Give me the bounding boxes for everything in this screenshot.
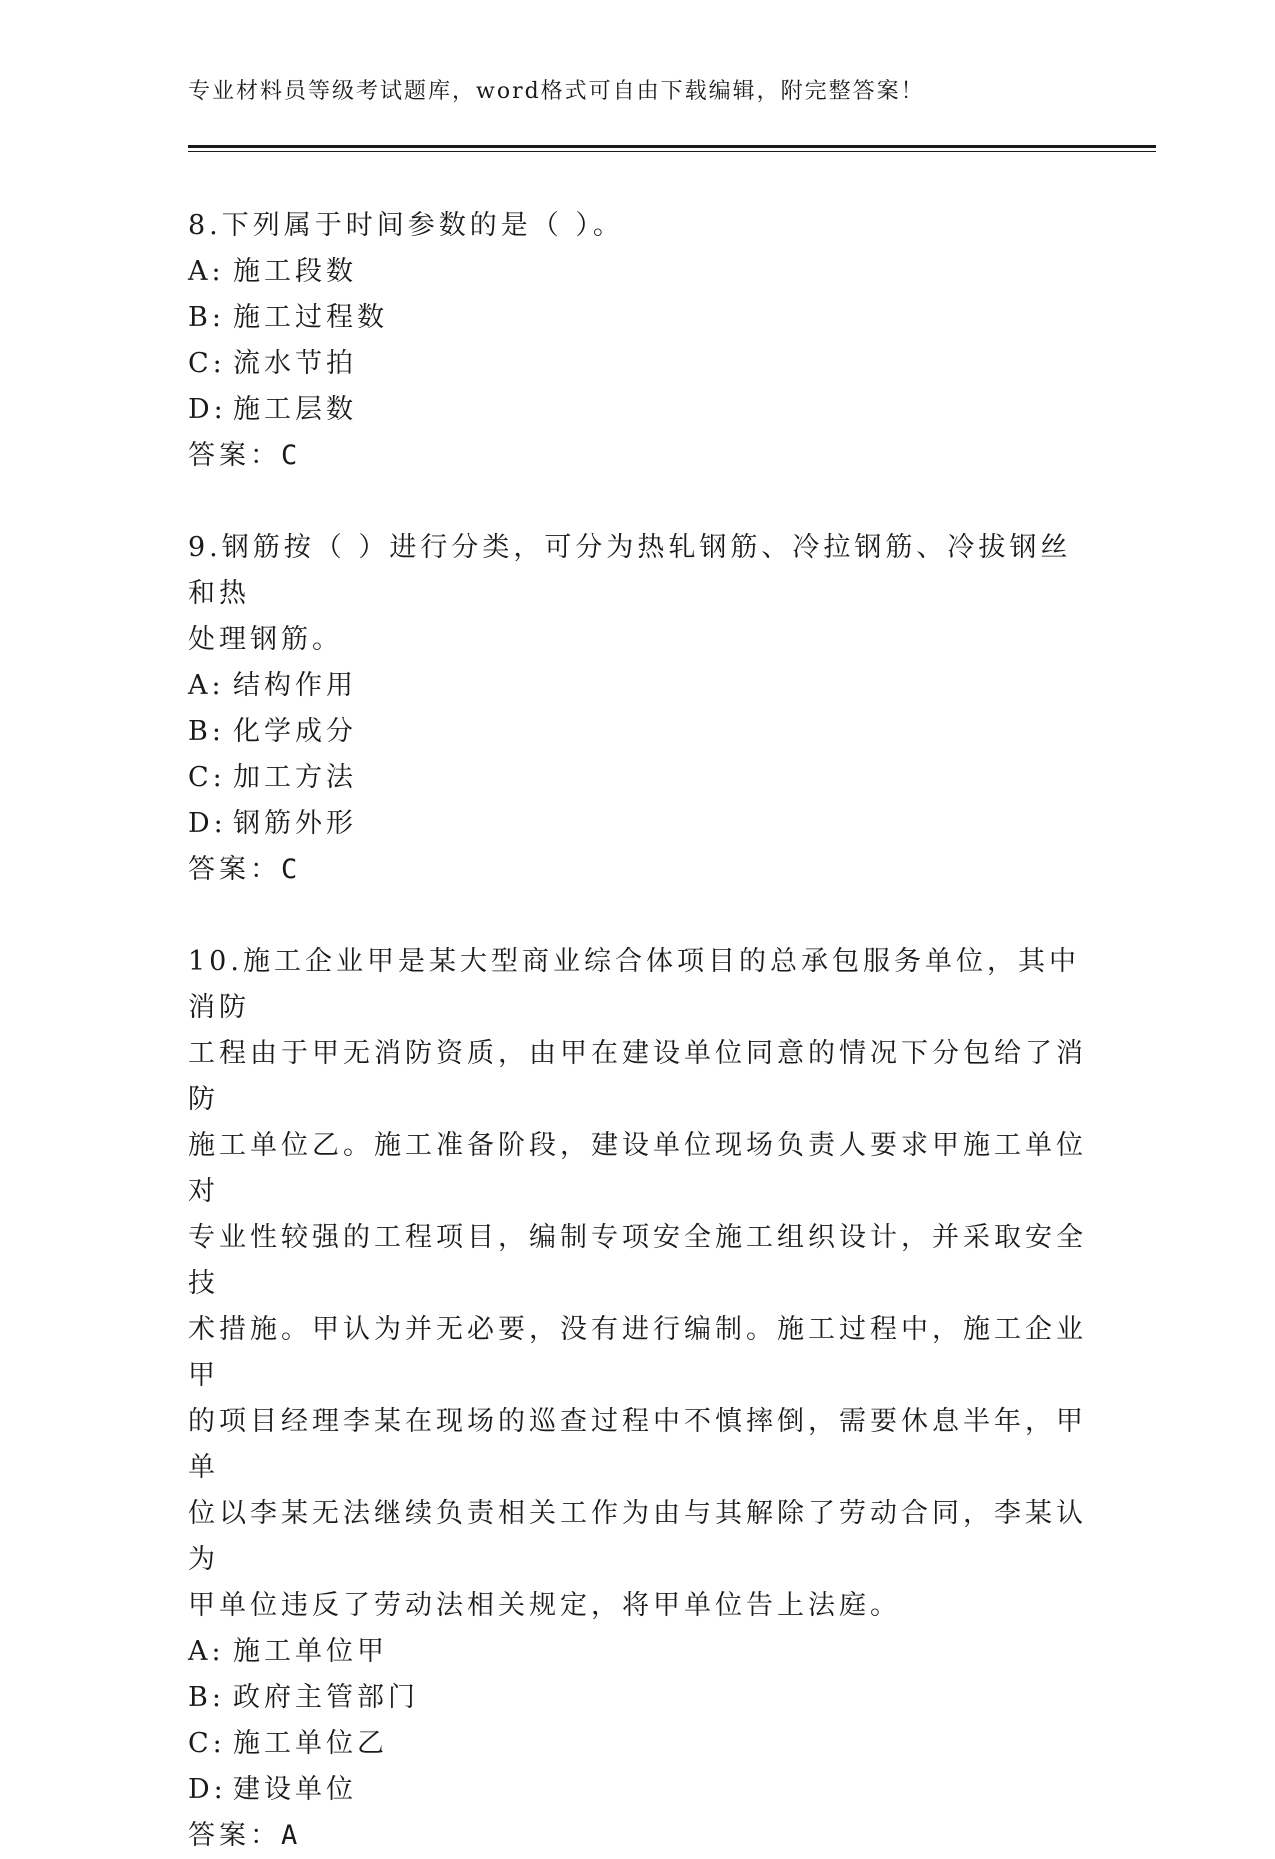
header-rule-thick xyxy=(188,145,1156,148)
option-text: 结构作用 xyxy=(233,670,357,701)
option-letter: B: xyxy=(188,302,225,333)
question-stem-line-2: 工程由于甲无消防资质，由甲在建设单位同意的情况下分包给了消防 xyxy=(188,1038,1087,1115)
answer-value: A xyxy=(281,1820,298,1851)
question-8 xyxy=(188,203,1088,479)
option-letter: A: xyxy=(188,256,225,287)
answer-label: 答案： xyxy=(188,440,281,471)
option-text: 施工单位甲 xyxy=(233,1636,388,1667)
question-10 xyxy=(188,939,1088,1859)
option-text: 加工方法 xyxy=(233,762,357,793)
question-text-continued xyxy=(188,1399,1088,1491)
question-text-continued xyxy=(188,1031,1088,1123)
option-c xyxy=(188,755,1088,801)
answer xyxy=(188,1813,1088,1859)
question-stem-line-5: 术措施。甲认为并无必要，没有进行编制。施工过程中，施工企业甲 xyxy=(188,1314,1087,1391)
answer-value: C xyxy=(281,854,298,885)
option-a xyxy=(188,249,1088,295)
question-stem-line-3: 施工单位乙。施工准备阶段，建设单位现场负责人要求甲施工单位对 xyxy=(188,1130,1087,1207)
option-letter: C: xyxy=(188,1728,226,1759)
question-text xyxy=(188,203,1088,249)
question-text xyxy=(188,939,1088,1031)
option-a xyxy=(188,663,1088,709)
option-text: 化学成分 xyxy=(233,716,357,747)
question-stem: 下列属于时间参数的是（ ）。 xyxy=(221,210,624,241)
option-text: 施工层数 xyxy=(233,394,357,425)
question-list xyxy=(188,203,1088,1859)
answer xyxy=(188,847,1088,893)
option-a xyxy=(188,1629,1088,1675)
question-stem-line-7: 位以李某无法继续负责相关工作为由与其解除了劳动合同，李某认为 xyxy=(188,1498,1087,1575)
answer-label: 答案： xyxy=(188,1820,281,1851)
option-d xyxy=(188,801,1088,847)
option-text: 施工段数 xyxy=(233,256,357,287)
question-text-continued xyxy=(188,1583,1088,1629)
header-text: 专业材料员等级考试题库，word格式可自由下载编辑，附完整答案！ xyxy=(188,79,925,104)
question-number: 10. xyxy=(188,946,243,977)
question-stem-line-1: 钢筋按（ ）进行分类，可分为热轧钢筋、冷拉钢筋、冷拔钢丝和热 xyxy=(188,532,1072,609)
header-rule-thin xyxy=(188,151,1156,152)
question-text-continued xyxy=(188,1491,1088,1583)
question-stem-line-4: 专业性较强的工程项目，编制专项安全施工组织设计，并采取安全技 xyxy=(188,1222,1087,1299)
answer xyxy=(188,433,1088,479)
option-b xyxy=(188,709,1088,755)
option-b xyxy=(188,1675,1088,1721)
question-stem-line-8: 甲单位违反了劳动法相关规定，将甲单位告上法庭。 xyxy=(188,1590,901,1621)
option-letter: D: xyxy=(188,1774,227,1805)
option-letter: D: xyxy=(188,808,227,839)
option-letter: A: xyxy=(188,1636,225,1667)
option-letter: C: xyxy=(188,348,226,379)
question-text-continued xyxy=(188,1307,1088,1399)
question-text xyxy=(188,525,1088,617)
question-text-continued xyxy=(188,1215,1088,1307)
option-d xyxy=(188,387,1088,433)
question-number: 8. xyxy=(188,210,222,241)
option-text: 政府主管部门 xyxy=(233,1682,419,1713)
document-header xyxy=(188,72,925,112)
question-stem-line-6: 的项目经理李某在现场的巡查过程中不慎摔倒，需要休息半年，甲单 xyxy=(188,1406,1087,1483)
question-text-continued xyxy=(188,617,1088,663)
question-stem-line-2: 处理钢筋。 xyxy=(188,624,343,655)
answer-value: C xyxy=(281,440,298,471)
option-c xyxy=(188,341,1088,387)
option-text: 施工单位乙 xyxy=(233,1728,388,1759)
option-letter: A: xyxy=(188,670,225,701)
question-text-continued xyxy=(188,1123,1088,1215)
option-d xyxy=(188,1767,1088,1813)
option-letter: B: xyxy=(188,1682,225,1713)
option-letter: C: xyxy=(188,762,226,793)
option-text: 流水节拍 xyxy=(233,348,357,379)
option-letter: D: xyxy=(188,394,227,425)
question-9 xyxy=(188,525,1088,893)
question-stem-line-1: 施工企业甲是某大型商业综合体项目的总承包服务单位，其中消防 xyxy=(188,946,1080,1023)
option-c xyxy=(188,1721,1088,1767)
option-text: 钢筋外形 xyxy=(233,808,357,839)
option-b xyxy=(188,295,1088,341)
option-letter: B: xyxy=(188,716,225,747)
answer-label: 答案： xyxy=(188,854,281,885)
option-text: 施工过程数 xyxy=(233,302,388,333)
question-number: 9. xyxy=(188,532,222,563)
option-text: 建设单位 xyxy=(233,1774,357,1805)
